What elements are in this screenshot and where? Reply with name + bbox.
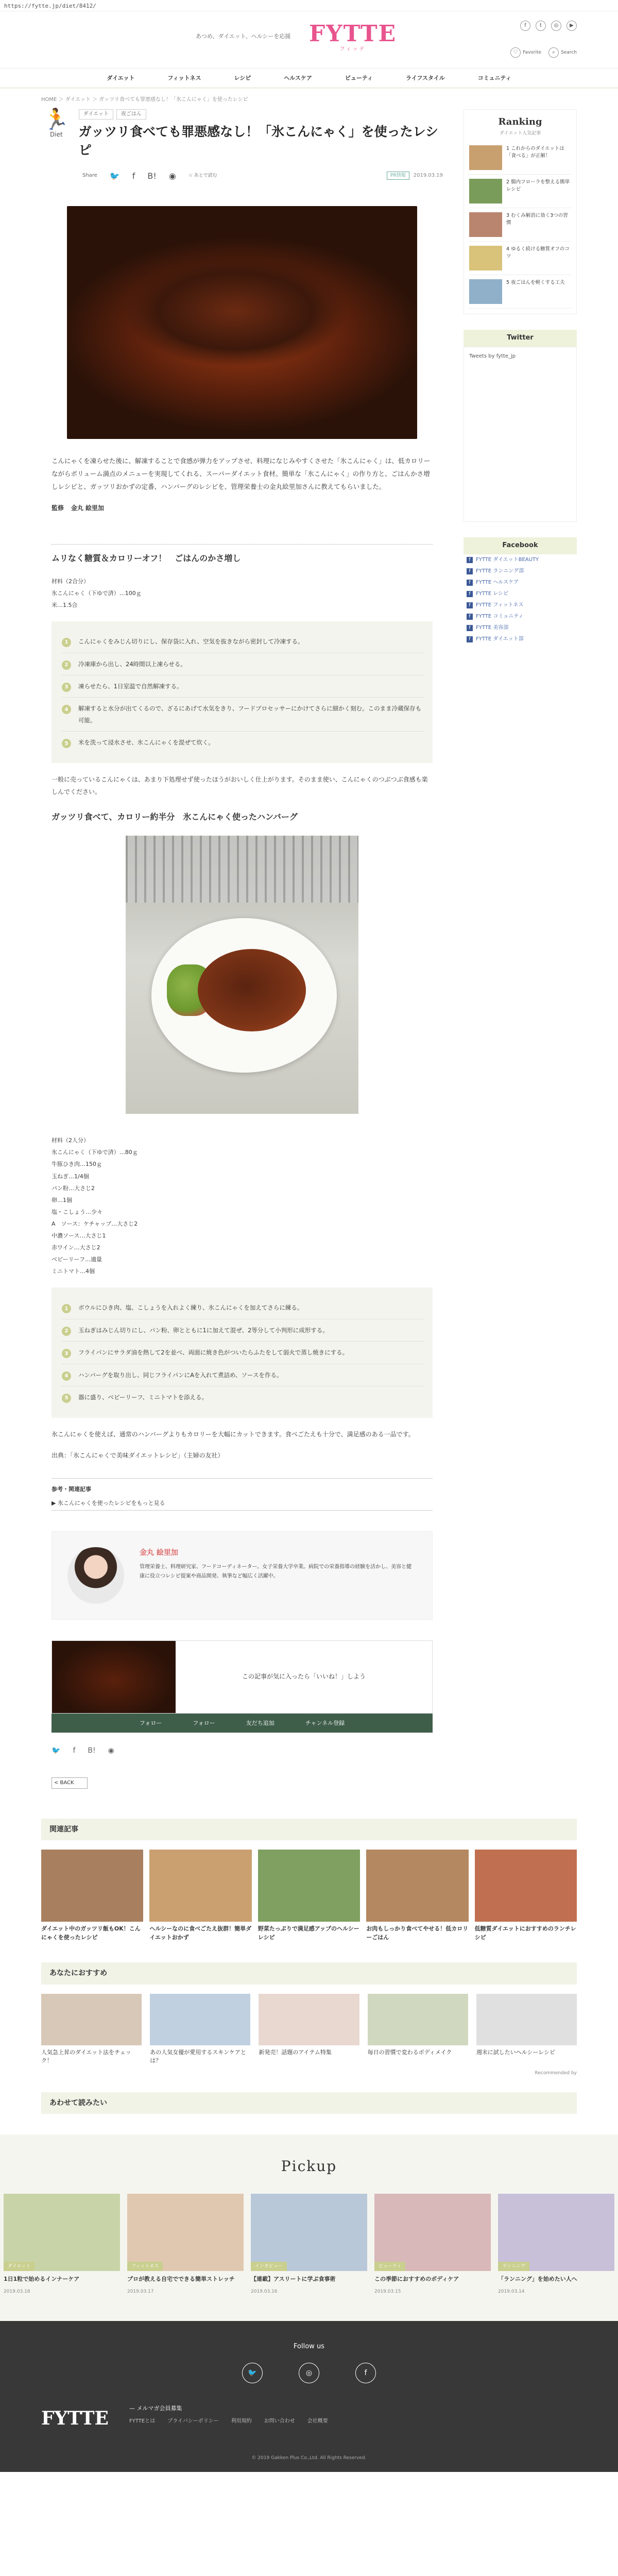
read-later-label: あとで読む: [194, 173, 217, 179]
ranking-thumb: [469, 246, 502, 270]
pickup-category: ランニング: [498, 2262, 529, 2271]
facebook-link[interactable]: f FYTTE レシピ: [464, 588, 577, 600]
heart-icon: ♡: [510, 47, 521, 58]
step-item: [62, 732, 424, 753]
article-main: [41, 109, 443, 1809]
facebook-link[interactable]: f FYTTE 美容部: [464, 622, 577, 634]
pickup-card[interactable]: [127, 2194, 244, 2295]
ranking-thumb: [469, 145, 502, 170]
step-item: [62, 675, 424, 698]
tag-link[interactable]: 夜ごはん: [116, 109, 146, 120]
step-text: ハンバーグを取り出し、同じフライパンにAを入れて煮詰め、ソースを作る。: [78, 1371, 283, 1379]
search-label: Search: [561, 49, 577, 55]
step-number: 5: [62, 739, 71, 748]
ranking-text: 2 腸内フローラを整える簡単レシピ: [506, 179, 570, 193]
follow-message: この記事が気に入ったら「いいね！」しよう: [242, 1673, 366, 1681]
nav-item[interactable]: レシピ: [234, 75, 251, 81]
category-badge: [41, 109, 72, 140]
supervisor-label: 監修: [52, 504, 64, 512]
step-text: 解凍すると水分が出てくるので、ざるにあげて水気をきり、フードプロセッサーにかけてさらに細かく刻む。このまま冷蔵保存も可能。: [78, 705, 422, 724]
recommend-thumb: [476, 1994, 577, 2045]
facebook-link[interactable]: f FYTTE ヘルスケア: [464, 577, 577, 588]
recommend-thumb: [41, 1994, 142, 2045]
step-number: 4: [62, 705, 71, 714]
follow-buttons: [52, 1714, 433, 1733]
instagram-icon[interactable]: ◎: [551, 21, 561, 31]
step-item: [62, 1297, 424, 1319]
related-title: ヘルシーなのに食べごたえ抜群！簡単ダイエットおかず: [149, 1925, 252, 1941]
also-read-head: あわせて読みたい: [41, 2092, 577, 2114]
ranking-subtitle: ダイエット人気記事: [499, 130, 541, 136]
twitter-widget: [464, 330, 577, 522]
twitter-timeline[interactable]: [464, 347, 577, 522]
recommend-title: 週末に試したいヘルシーレシピ: [476, 2048, 556, 2056]
pickup-section: [0, 2134, 618, 2321]
facebook-link[interactable]: f FYTTE コミュニティ: [464, 611, 577, 622]
footer-social: [0, 2363, 618, 2383]
reference-head: 参考・関連記事: [52, 1485, 91, 1493]
header-tools: [510, 47, 577, 58]
ingredient-line: ベビーリーフ…適量: [52, 1256, 102, 1263]
article-lead: こんにゃくを凍らせた後に、解凍することで食感が弾力をアップさせ、料理になじみやすくさせた「氷こんにゃく」は、低カロリーながらボリューム満点のメニューを実現してくれる、スーパーダイエット食材。簡単な「氷こんにゃく」の作り方と、ごはんかさ増しレシピと、ガッツリおかずの定番、ハンバーグのレシピを、管理栄養士の金丸絵里加さんに教えてもらいました。: [52, 457, 431, 491]
ingredient-line: 材料（2人分）: [52, 1137, 89, 1144]
pickup-date: 2019.03.17: [127, 2289, 154, 2294]
hatena-share-icon[interactable]: B!: [147, 171, 157, 181]
recommend-card[interactable]: [259, 1994, 359, 2065]
pickup-category: ダイエット: [4, 2262, 35, 2271]
facebook-share-icon[interactable]: f: [73, 1747, 76, 1755]
step-item: [62, 698, 424, 732]
footer-link[interactable]: プライバシーポリシー: [167, 2418, 219, 2424]
pickup-thumb: [374, 2194, 491, 2271]
steps-rice: [52, 621, 433, 763]
step-item: [62, 653, 424, 675]
related-thumb: [149, 1850, 251, 1922]
follow-button[interactable]: 友だち追加: [246, 1719, 274, 1726]
share-bar: [82, 170, 443, 191]
facebook-widget: [464, 537, 577, 645]
related-title: ダイエット中のガッツリ飯もOK！こんにゃくを使ったレシピ: [41, 1925, 141, 1941]
avatar: [67, 1547, 124, 1604]
hatena-share-icon[interactable]: B!: [88, 1747, 96, 1755]
step-text: ボウルにひき肉、塩、こしょうを入れよく練り、氷こんにゃくを加えてさらに練る。: [78, 1304, 303, 1312]
profile-bio: 管理栄養士、料理研究家、フードコーディネーター。女子栄養大学卒業。病院での栄養指導の経験を活かし、美容と健康に役立つレシピ提案や商品開発、執筆など幅広く活躍中。: [140, 1564, 412, 1580]
follow-button[interactable]: チャンネル登録: [305, 1719, 345, 1726]
step-number: 3: [62, 683, 71, 692]
pickup-thumb: [127, 2194, 244, 2271]
facebook-link[interactable]: f FYTTE ダイエットBEAUTY: [464, 554, 577, 566]
logo-sub: フィッテ: [339, 46, 366, 52]
pickup-card[interactable]: [251, 2194, 367, 2295]
recommend-head: あなたにおすすめ: [41, 1962, 577, 1984]
ingredient-line: 米…1.5合: [52, 602, 78, 609]
recommend-cards: [41, 1994, 577, 2065]
recommend-title: あの人気女優が愛用するスキンケアとは？: [150, 2048, 246, 2064]
ingredients-rice: [52, 575, 433, 611]
recommend-card[interactable]: [368, 1994, 468, 2065]
related-title: 野菜たっぷりで満足感アップのヘルシーレシピ: [258, 1925, 359, 1941]
cloth-pattern: [126, 836, 358, 903]
related-thumb: [475, 1850, 577, 1922]
footer-link[interactable]: 会社概要: [307, 2418, 328, 2424]
facebook-icon[interactable]: f: [520, 21, 530, 31]
step-text: 器に盛り、ベビーリーフ、ミニトマトを添える。: [78, 1394, 208, 1401]
step-number: 1: [62, 1304, 71, 1313]
hero-image: [67, 206, 417, 439]
twitter-head: Twitter: [464, 330, 577, 347]
related-card[interactable]: [41, 1850, 143, 1942]
facebook-share-icon[interactable]: f: [132, 171, 135, 181]
step-number: 2: [62, 660, 71, 670]
pickup-card[interactable]: [374, 2194, 491, 2295]
ingredient-line: 玉ねぎ…1/4個: [52, 1173, 89, 1180]
step-number: 1: [62, 638, 71, 647]
step-item: [62, 1342, 424, 1364]
ranking-thumb: [469, 212, 502, 237]
source-credit: 出典：「氷こんにゃくで美味ダイエットレシピ」（主婦の友社）: [52, 1451, 224, 1459]
read-later-button[interactable]: [188, 172, 217, 179]
line-share-icon[interactable]: ◉: [108, 1747, 114, 1755]
follow-box: [52, 1640, 433, 1714]
reference-link[interactable]: ▶ 氷こんにゃくを使ったレシピをもっと見る: [52, 1497, 433, 1511]
pickup-category: ビューティ: [374, 2262, 405, 2271]
share-label: Share: [82, 173, 97, 179]
ranking-thumb: [469, 179, 502, 204]
step-item: [62, 1386, 424, 1408]
step-item: [62, 1319, 424, 1342]
site-footer: [0, 2321, 618, 2472]
step-number: 5: [62, 1394, 71, 1403]
sidebar: [464, 109, 577, 1809]
facebook-head: Facebook: [464, 537, 577, 554]
pickup-title: Pickup: [281, 2158, 337, 2175]
twitter-share-icon[interactable]: 🐦: [109, 171, 120, 181]
follow-thumbnail: [52, 1641, 176, 1713]
supervisor-name[interactable]: 金丸 絵里加: [71, 504, 105, 512]
reference-links: [52, 1478, 433, 1511]
search-icon: ⌕: [548, 47, 559, 58]
facebook-link[interactable]: f FYTTE ランニング部: [464, 566, 577, 577]
follow-button[interactable]: フォロー: [139, 1719, 162, 1726]
follow-button[interactable]: フォロー: [193, 1719, 215, 1726]
site-logo[interactable]: [309, 23, 397, 54]
bottom-share-bar: [52, 1745, 433, 1756]
ingredient-line: 氷こんにゃく（下ゆで済）…100ｇ: [52, 589, 142, 597]
nav-item[interactable]: ダイエット: [107, 75, 135, 81]
ranking-text: 5 夜ごはんを軽くする工夫: [506, 280, 565, 286]
hamburg-image: [126, 836, 358, 1114]
ranking-item[interactable]: [469, 275, 571, 309]
pickup-title: 【連載】アスリートに学ぶ食事術: [251, 2276, 336, 2283]
favorite-button[interactable]: [510, 47, 541, 58]
nav-item[interactable]: ビューティ: [345, 75, 373, 81]
hamburg-note: 氷こんにゃくを使えば、通常のハンバーグよりもカロリーを大幅にカットできます。食べごたえも十分で、満足感のある一品です。: [52, 1430, 415, 1438]
publish-date: 2019.03.19: [413, 173, 443, 179]
section-title-rice: ムリなく糖質＆カロリーオフ！ ごはんのかさ増し: [52, 544, 433, 565]
article-title: ガッツリ食べても罪悪感なし！「氷こんにゃく」を使ったレシピ: [78, 124, 439, 158]
ingredient-line: 卵…1個: [52, 1196, 72, 1204]
facebook-icon[interactable]: f: [355, 2363, 376, 2383]
ingredient-line: 牛豚ひき肉…150ｇ: [52, 1161, 102, 1168]
follow-us: Follow us: [294, 2343, 324, 2351]
footer-link[interactable]: 利用規約: [231, 2418, 252, 2424]
step-text: こんにゃくをみじん切りにし、保存袋に入れ、空気を抜きながら密封して冷凍する。: [78, 638, 304, 646]
tweets-label: Tweets by fytte_jp: [469, 353, 516, 359]
footer-links: [129, 2417, 328, 2426]
nav-item[interactable]: ヘルスケア: [284, 75, 312, 81]
pickup-card[interactable]: [498, 2194, 614, 2295]
breadcrumb[interactable]: HOME ＞ ダイエット ＞ ガッツリ食べても罪悪感なし！「氷こんにゃく」を使ったレシピ: [41, 97, 248, 103]
nav-item[interactable]: ライフスタイル: [406, 75, 445, 81]
pickup-date: 2019.03.16: [251, 2289, 278, 2294]
pickup-title: 1日1粒で始めるインナーケア: [4, 2276, 80, 2283]
ingredient-line: パン粉…大さじ2: [52, 1184, 95, 1192]
related-head: 関連記事: [41, 1819, 577, 1840]
pickup-date: 2019.03.18: [4, 2289, 30, 2294]
ingredient-line: 中濃ソース…大さじ1: [52, 1232, 106, 1240]
ranking-thumb: [469, 279, 502, 304]
step-item: [62, 631, 424, 653]
ingredient-line: 塩・こしょう…少々: [52, 1208, 102, 1215]
pickup-date: 2019.03.15: [374, 2289, 401, 2294]
section-title-hamburg: ガッツリ食べて、カロリー約半分 氷こんにゃく使ったハンバーグ: [52, 811, 298, 822]
runner-icon: 🏃: [43, 108, 70, 131]
related-title: お肉もしっかり食べてやせる！低カロリーごはん: [366, 1925, 469, 1941]
site-tagline: あつめ、ダイエット、ヘルシーを応援: [196, 33, 291, 40]
logo-text: FYTTE: [309, 21, 397, 47]
related-thumb: [258, 1850, 360, 1922]
related-card[interactable]: [475, 1850, 577, 1942]
instagram-icon[interactable]: ◎: [299, 2363, 319, 2383]
youtube-icon[interactable]: ▶: [566, 21, 577, 31]
ranking-box: [464, 109, 577, 314]
pickup-thumb: [4, 2194, 120, 2271]
nav-item[interactable]: フィットネス: [167, 75, 201, 81]
twitter-share-icon[interactable]: 🐦: [52, 1747, 61, 1755]
footer-logo[interactable]: FYTTE: [41, 2407, 109, 2429]
pickup-category: フィットネス: [127, 2262, 163, 2271]
recommend-footer: Recommended by: [535, 2070, 577, 2076]
twitter-icon[interactable]: t: [536, 21, 546, 31]
article-header: [41, 109, 443, 160]
recommend-thumb: [259, 1994, 359, 2045]
tag-link[interactable]: ダイエット: [79, 109, 113, 120]
related-thumb: [41, 1850, 143, 1922]
step-text: 玉ねぎはみじん切りにし、パン粉、卵とともに1に加えて混ぜ、2等分して小判形に成形する。: [78, 1326, 329, 1334]
pickup-card[interactable]: [4, 2194, 120, 2295]
step-number: 4: [62, 1371, 71, 1381]
recommend-card[interactable]: [476, 1994, 577, 2065]
recommend-thumb: [150, 1994, 250, 2045]
related-thumb: [366, 1850, 468, 1922]
nav-item[interactable]: コミュニティ: [477, 75, 511, 81]
pickup-title: この季節におすすめのボディケア: [374, 2276, 459, 2283]
profile-name[interactable]: 金丸 絵里加: [140, 1548, 178, 1557]
ranking-item[interactable]: [469, 141, 571, 175]
pickup-date: 2019.03.14: [498, 2289, 525, 2294]
rice-note: 一般に売っているこんにゃくは、あまり下処理せず使ったほうがおいしく仕上がります。そのまま使い、こんにゃくのつぶつぶ食感も楽しんでください。: [52, 775, 428, 795]
line-share-icon[interactable]: ◉: [168, 171, 176, 181]
recommend-title: 新発売！話題のアイテム特集: [259, 2048, 332, 2056]
search-button[interactable]: [548, 47, 577, 58]
ingredients-hamburg: [52, 1134, 433, 1277]
hamburg-shape: [198, 949, 306, 1031]
footer-link[interactable]: FYTTEとは: [129, 2418, 156, 2424]
category-label: Diet: [50, 131, 63, 138]
favorite-label: Favorite: [523, 49, 542, 55]
ranking-text: 1 これからのダイエットは「食べる」が正解！: [506, 146, 564, 159]
ranking-text: 4 ゆるく続ける糖質オフのコツ: [506, 246, 570, 260]
facebook-link[interactable]: f FYTTE フィットネス: [464, 600, 577, 611]
pickup-title: 「ランニング」を始めたい人へ: [498, 2276, 577, 2283]
step-text: フライパンにサラダ油を熱して2を並べ、両面に焼き色がついたらふたをして弱火で蒸し焼きにする。: [78, 1349, 349, 1357]
ingredient-line: 材料（2合分）: [52, 578, 89, 585]
recommend-thumb: [368, 1994, 468, 2045]
step-item: [62, 1364, 424, 1386]
ingredient-line: ミニトマト…4個: [52, 1268, 95, 1275]
facebook-link[interactable]: f FYTTE ダイエット部: [464, 634, 577, 645]
ranking-text: 3 むくみ解消に効く3つの習慣: [506, 213, 568, 226]
step-text: 米を洗って浸水させ、氷こんにゃくを混ぜて炊く。: [78, 739, 214, 747]
recommend-card[interactable]: [150, 1994, 250, 2065]
recommend-title: 毎日の習慣で変わるボディメイク: [367, 2048, 452, 2056]
steps-hamburg: [52, 1287, 433, 1417]
related-card[interactable]: [366, 1850, 468, 1942]
recommend-card[interactable]: [41, 1994, 142, 2065]
ranking-title: Ranking: [498, 116, 542, 127]
supervisor: [52, 503, 433, 513]
url-bar[interactable]: https://fytte.jp/diet/8412/: [0, 0, 618, 11]
step-number: 2: [62, 1327, 71, 1336]
twitter-icon[interactable]: 🐦: [242, 2363, 263, 2383]
ranking-item[interactable]: [469, 175, 571, 208]
related-card[interactable]: [258, 1850, 360, 1942]
related-title: 低糖質ダイエットにおすすめのランチレシピ: [474, 1925, 576, 1941]
step-text: 冷凍庫から出し、24時間以上凍らせる。: [78, 660, 186, 668]
related-cards: [41, 1850, 577, 1942]
ranking-item[interactable]: [469, 208, 571, 242]
tag-list: [79, 109, 443, 120]
article-meta: [387, 172, 443, 180]
ingredient-line: 氷こんにゃく（下ゆで済）…80ｇ: [52, 1149, 138, 1156]
pickup-category: インタビュー: [251, 2262, 287, 2271]
author-profile: [52, 1531, 433, 1620]
pr-badge: PR情報: [387, 172, 409, 180]
back-button[interactable]: < BACK: [52, 1777, 88, 1789]
ingredient-line: A ソース：ケチャップ…大さじ2: [52, 1220, 138, 1227]
footer-link[interactable]: お問い合わせ: [264, 2418, 295, 2424]
copyright: © 2019 Gakken Plus Co.,Ltd. All Rights Reserved.: [251, 2455, 367, 2461]
ingredient-line: 赤ワイン…大さじ2: [52, 1244, 100, 1251]
related-card[interactable]: [149, 1850, 251, 1942]
bookmark-icon: ☆: [188, 173, 194, 179]
footer-desc: — メルマガ会員募集: [129, 2404, 182, 2412]
site-header: [41, 11, 577, 68]
ranking-item[interactable]: [469, 242, 571, 275]
global-nav: [0, 68, 618, 89]
step-number: 3: [62, 1349, 71, 1358]
header-social: [520, 21, 577, 31]
pickup-thumb: [251, 2194, 367, 2271]
recommend-title: 人気急上昇のダイエット法をチェック！: [41, 2048, 131, 2064]
pickup-thumb: [498, 2194, 614, 2271]
pickup-title: プロが教える自宅でできる簡単ストレッチ: [127, 2276, 235, 2283]
step-text: 凍らせたら、1日室温で自然解凍する。: [78, 683, 183, 690]
